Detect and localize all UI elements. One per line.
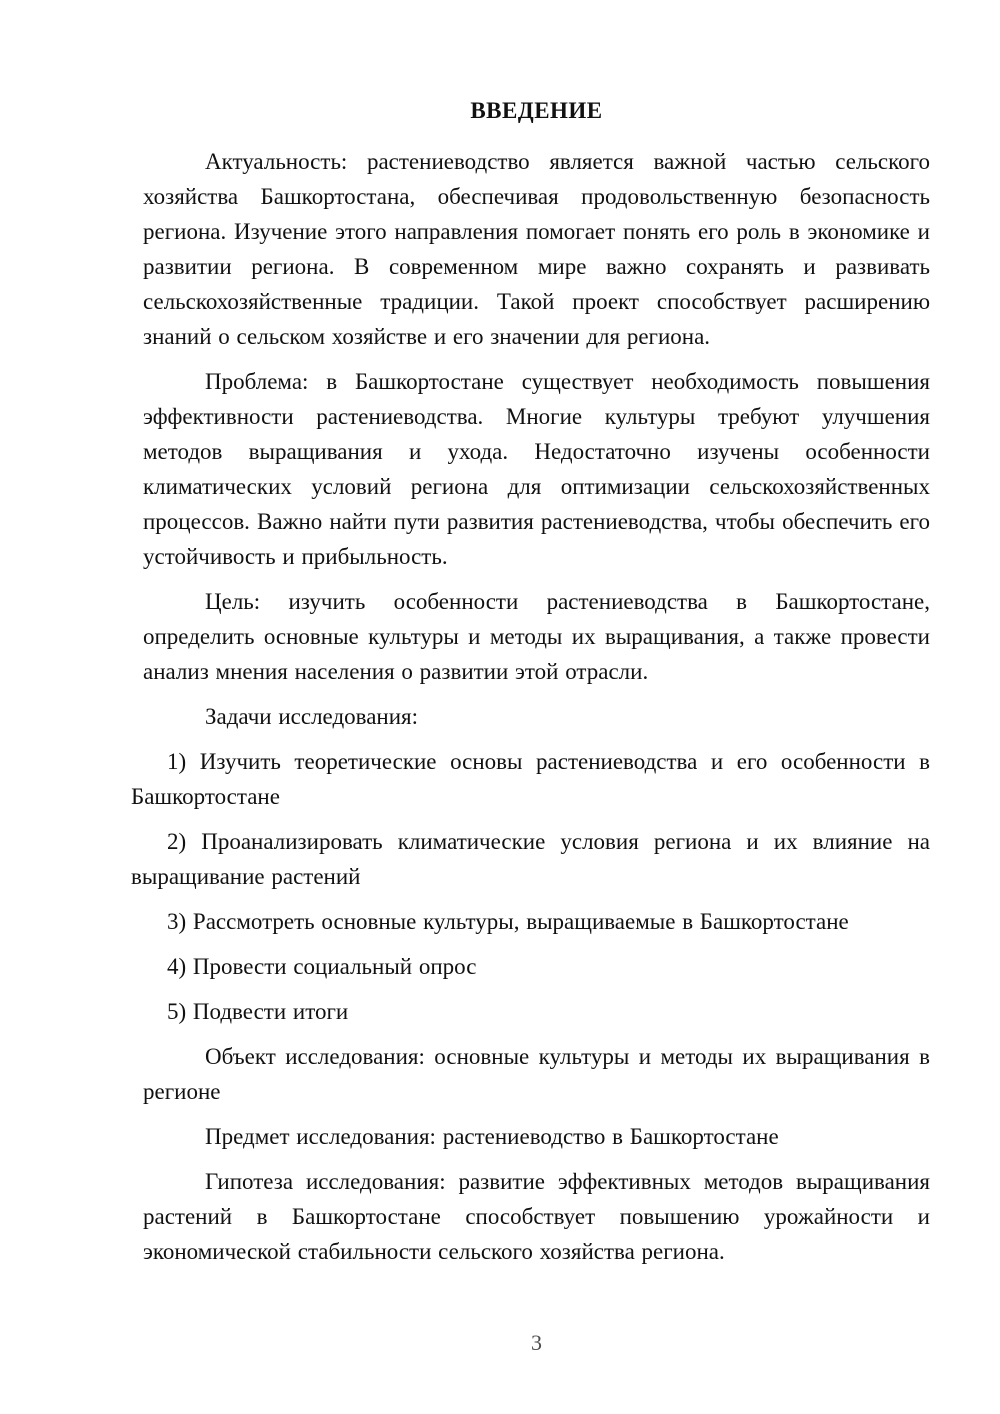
paragraph-goal: Цель: изучить особенности растениеводства в Башкортостане, определить основные культуры и методы их выращивания, а также провести анализ мнения населения о развитии этой отрасли. [143,589,930,684]
list-item-task-2: 2) Проанализировать климатические условия региона и их влияние на выращивание растений [131,829,930,889]
document-content [131,96,930,1279]
list-item-task-1: 1) Изучить теоретические основы растениеводства и его особенности в Башкортостане [131,749,930,809]
page-number: 3 [531,1330,542,1355]
paragraph-problem: Проблема: в Башкортостане существует необходимость повышения эффективности растениеводства. Многие культуры требуют улучшения методов выращивания и ухода. Недостаточно изучены особенности климатических условий региона для оптимизации сельскохозяйственных процессов. Важно найти пути развития растениеводства, чтобы обеспечить его устойчивость и прибыльность. [143,369,930,569]
paragraph-hypothesis: Гипотеза исследования: развитие эффективных методов выращивания растений в Башкортостане способствует повышению урожайности и экономической стабильности сельского хозяйства региона. [143,1169,930,1264]
paragraph-tasks-heading: Задачи исследования: [205,704,419,729]
list-item-task-4: 4) Провести социальный опрос [167,954,477,979]
paragraph-relevance: Актуальность: растениеводство является важной частью сельского хозяйства Башкортостана, обеспечивая продовольственную безопасность региона. Изучение этого направления помогает понять его роль в экономике и развитии региона. В современном мире важно сохранять и развивать сельскохозяйственные традиции. Такой проект способствует расширению знаний о сельском хозяйстве и его значении для региона. [143,149,930,349]
paragraph-subject: Предмет исследования: растениеводство в Башкортостане [205,1124,779,1149]
paragraph-object: Объект исследования: основные культуры и методы их выращивания в регионе [143,1044,930,1104]
list-item-task-3: 3) Рассмотреть основные культуры, выращиваемые в Башкортостане [167,909,849,934]
list-item-task-5: 5) Подвести итоги [167,999,349,1024]
page-title: ВВЕДЕНИЕ [470,98,603,123]
